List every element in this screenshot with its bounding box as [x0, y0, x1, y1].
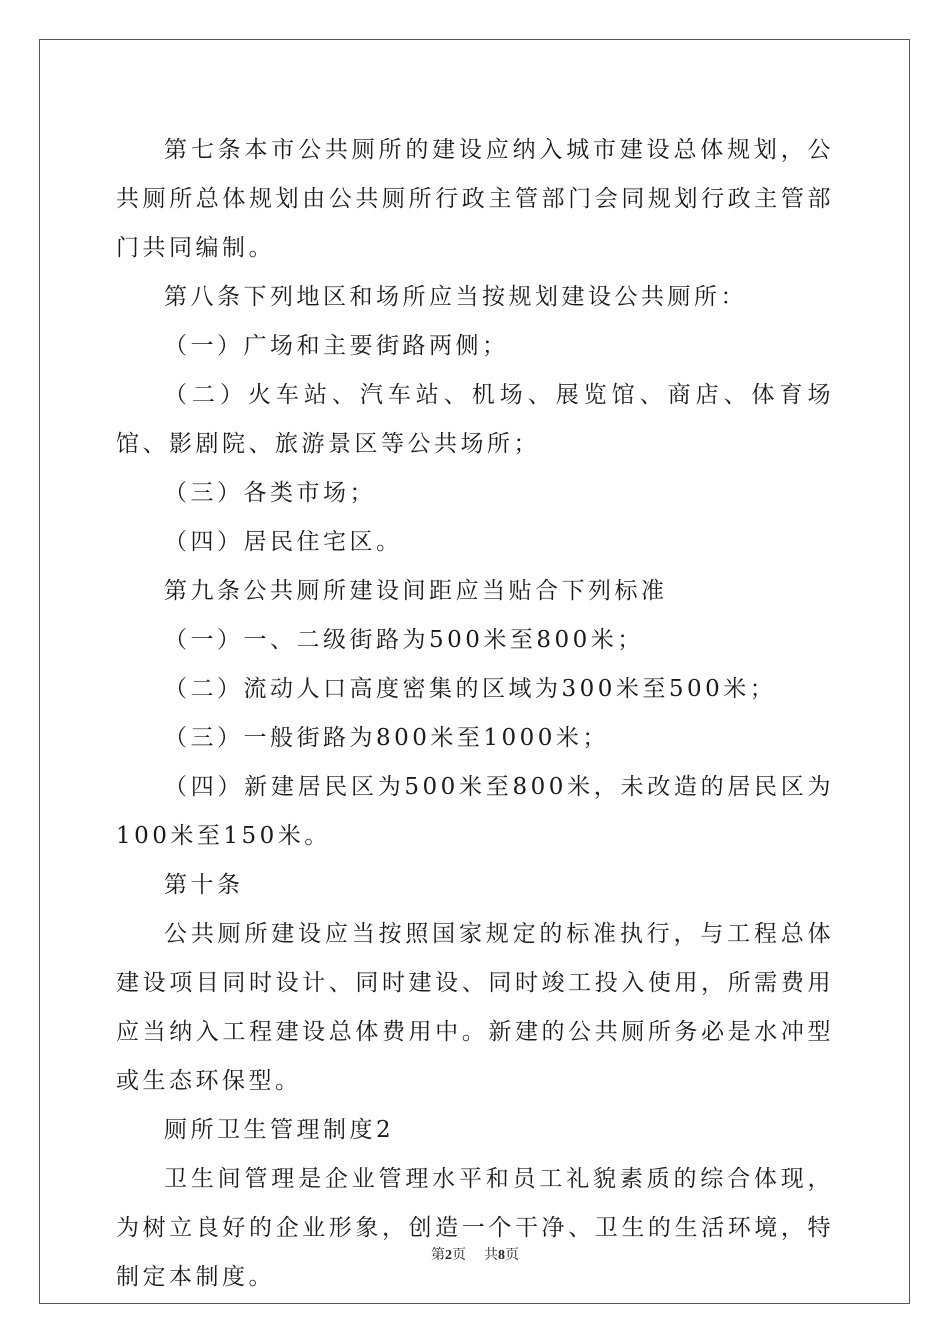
list-item: （一）广场和主要街路两侧；: [164, 333, 509, 359]
paragraph-article-9: 第九条公共厕所建设间距应当贴合下列标准: [164, 578, 668, 604]
current-page-number: 2: [445, 1248, 452, 1263]
footer-page-suffix: 页: [452, 1248, 466, 1263]
section-heading: 厕所卫生管理制度2: [164, 1117, 395, 1143]
paragraph-article-10: 公共厕所建设应当按照国家规定的标准执行，与工程总体建设项目同时设计、同时建设、同时竣工投入使用，所需费用应当纳入工程建设总体费用中。新建的公共厕所务必是水冲型或生态环保型。: [116, 921, 834, 1094]
list-item: （三）一般街路为800米至1000米；: [164, 725, 609, 751]
footer-total-suffix: 页: [505, 1248, 519, 1263]
paragraph-article-10-heading: 第十条: [164, 872, 244, 898]
paragraph-intro: 卫生间管理是企业管理水平和员工礼貌素质的综合体现，为树立良好的企业形象，创造一个干净、卫生的生活环境，特制定本制度。: [116, 1166, 834, 1290]
list-item: （二）火车站、汽车站、机场、展览馆、商店、体育场馆、影剧院、旅游景区等公共场所；: [116, 382, 834, 457]
list-item: （四）居民住宅区。: [164, 529, 403, 555]
total-page-number: 8: [498, 1248, 505, 1263]
paragraph-article-7: 第七条本市公共厕所的建设应纳入城市建设总体规划，公共厕所总体规划由公共厕所行政主管部门会同规划行政主管部门共同编制。: [116, 137, 834, 261]
list-item: （二）流动人口高度密集的区域为300米至500米；: [164, 676, 777, 702]
list-item: （四）新建居民区为500米至800米，未改造的居民区为100米至150米。: [116, 774, 834, 849]
paragraph-article-8: 第八条下列地区和场所应当按规划建设公共厕所：: [164, 284, 747, 310]
list-item: （三）各类市场；: [164, 480, 376, 506]
footer-total-prefix: 共: [484, 1248, 498, 1263]
document-body: [116, 126, 834, 1302]
list-item: （一）一、二级街路为500米至800米；: [164, 627, 644, 653]
page-footer: [0, 1244, 950, 1264]
footer-prefix: 第: [431, 1248, 445, 1263]
